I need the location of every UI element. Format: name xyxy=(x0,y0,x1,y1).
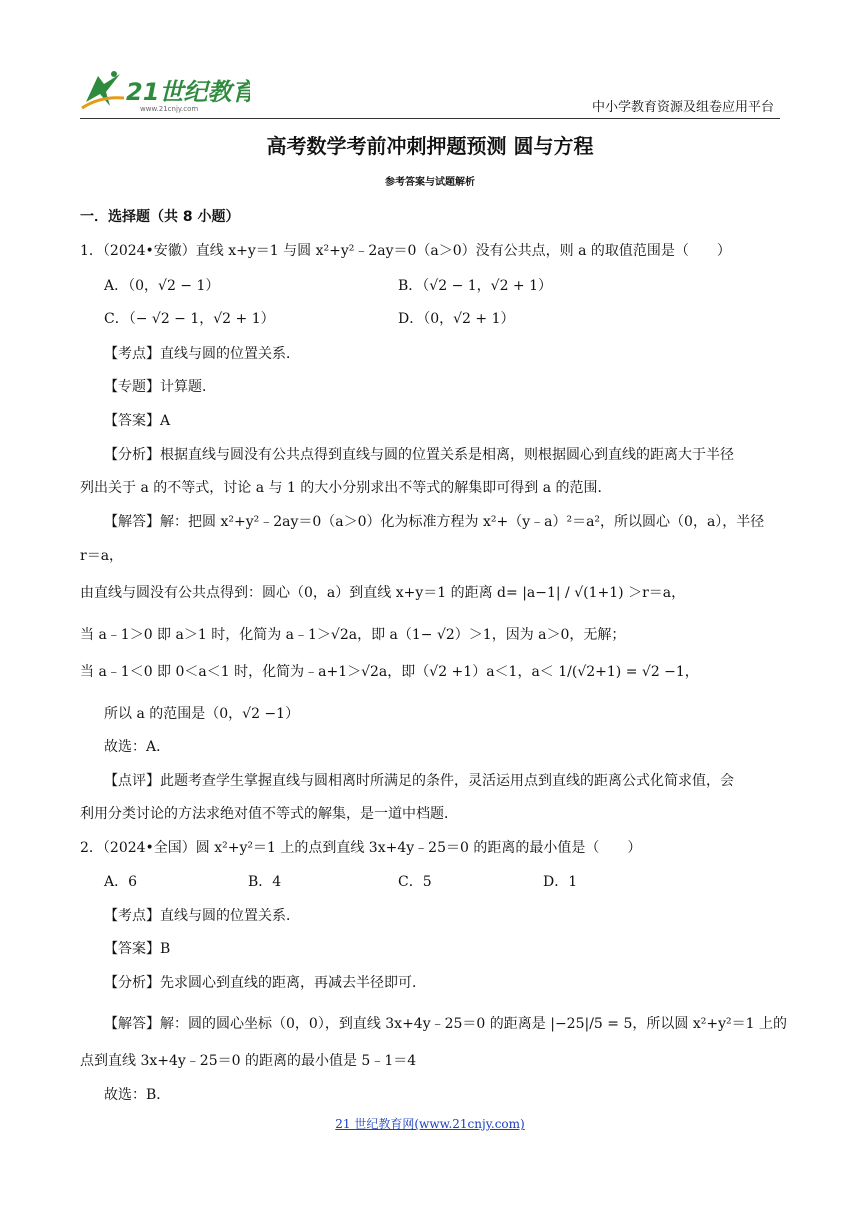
q2-analysis: 【分析】先求圆心到直线的距离，再减去半径即可． xyxy=(104,975,426,991)
svg-text:21世纪教育: 21世纪教育 xyxy=(126,78,250,106)
q2-answer: 【答案】B xyxy=(104,941,171,957)
q1-analysis-1: 【分析】根据直线与圆没有公共点得到直线与圆的位置关系是相离，则根据圆心到直线的距离大于半径 xyxy=(104,447,734,463)
q1-option-c: C．（− √2 − 1，√2 + 1） xyxy=(104,311,275,327)
q1-solution-6: 所以 a 的范围是（0，√2 −1） xyxy=(104,706,300,722)
logo xyxy=(80,68,250,114)
q1-comment-1: 【点评】此题考查学生掌握直线与圆相离时所满足的条件，灵活运用点到直线的距离公式化简求值，会 xyxy=(104,773,734,789)
section-heading: 一．选择题（共 8 小题） xyxy=(80,209,240,225)
q1-conclusion: 故选：A． xyxy=(104,739,171,755)
q1-solution-3: 由直线与圆没有公共点得到：圆心（0，a）到直线 x+y＝1 的距离 d= |a−1| / √(1+1) ＞r＝a， xyxy=(80,585,686,601)
svg-text:www.21cnjy.com: www.21cnjy.com xyxy=(140,105,199,113)
q1-solution-4: 当 a﹣1＞0 即 a＞1 时，化简为 a﹣1＞√2a，即 a（1− √2）＞1，因为 a＞0，无解； xyxy=(80,627,626,643)
q2-option-b: B．4 xyxy=(248,874,282,890)
q1-solution-5: 当 a﹣1＜0 即 0＜a＜1 时，化简为﹣a+1＞√2a，即（√2 +1）a＜1，a＜ 1/(√2+1) = √2 −1， xyxy=(80,664,699,680)
q1-comment-2: 利用分类讨论的方法求绝对值不等式的解集，是一道中档题． xyxy=(80,806,458,822)
q2-solution-1: 【解答】解：圆的圆心坐标（0，0），到直线 3x+4y﹣25＝0 的距离是 |−25|/5 = 5，所以圆 x²+y²＝1 上的 xyxy=(104,1016,787,1032)
q1-option-a: A．（0，√2 − 1） xyxy=(104,278,220,294)
q1-option-b: B．（√2 − 1，√2 + 1） xyxy=(398,278,553,294)
q1-solution-1: 【解答】解：把圆 x²+y²﹣2ay＝0（a＞0）化为标准方程为 x²+（y﹣a）²＝a²，所以圆心（0，a），半径 xyxy=(104,514,765,530)
q2-conclusion: 故选：B． xyxy=(104,1087,171,1103)
q2-kaodian: 【考点】直线与圆的位置关系． xyxy=(104,908,300,924)
q1-option-d: D．（0，√2 + 1） xyxy=(398,311,515,327)
q1-solution-2: r＝a， xyxy=(80,548,124,564)
page-title: 高考数学考前冲刺押题预测 圆与方程 xyxy=(266,134,594,158)
page-subtitle: 参考答案与试题解析 xyxy=(385,177,475,188)
footer-link[interactable]: 21 世纪教育网(www.21cnjy.com) xyxy=(335,1117,525,1131)
header-tagline: 中小学教育资源及组卷应用平台 xyxy=(591,100,774,115)
q1-kaodian: 【考点】直线与圆的位置关系． xyxy=(104,346,300,362)
q1-answer: 【答案】A xyxy=(104,413,171,429)
question-1: 1．（2024•安徽）直线 x+y＝1 与圆 x²+y²﹣2ay＝0（a＞0）没有公共点，则 a 的取值范围是（ ） xyxy=(80,243,731,259)
q2-option-c: C．5 xyxy=(398,874,432,890)
header-divider xyxy=(80,118,780,119)
q2-solution-2: 点到直线 3x+4y﹣25＝0 的距离的最小值是 5﹣1＝4 xyxy=(80,1053,417,1069)
q1-analysis-2: 列出关于 a 的不等式，讨论 a 与 1 的大小分别求出不等式的解集即可得到 a 的范围． xyxy=(80,480,612,496)
q2-option-a: A．6 xyxy=(104,874,138,890)
q1-zhuanti: 【专题】计算题． xyxy=(104,379,216,395)
q2-option-d: D．1 xyxy=(543,874,578,890)
question-2: 2．（2024•全国）圆 x²+y²＝1 上的点到直线 3x+4y﹣25＝0 的距离的最小值是（ ） xyxy=(80,840,642,856)
